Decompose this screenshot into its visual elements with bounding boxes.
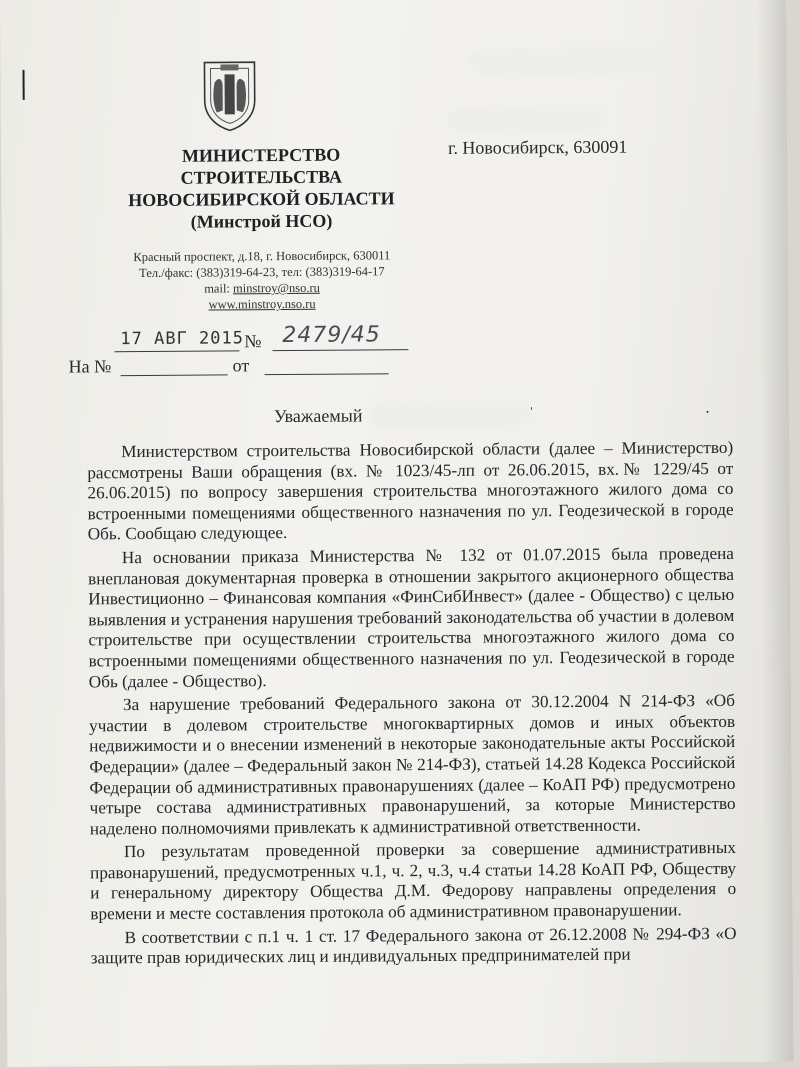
body-paragraph: На основании приказа Министерства № 132 от 01.07.2015 была проведена внеплановая документарная проверка в отношении закрытого акционерного общества Инвестиционно – Финансовая компания «ФинСибИнвест» (далее - Общество) с целью выявления и устранения нарушения требований законодательства об участии в долевом строительстве при осуществлении строительства многоэтажного жилого дома со встроенными помещениями общественного назначения по ул. Геодезической в городе Обь (далее - Общество). (87, 543, 735, 691)
letter-body (87, 438, 737, 972)
ministry-address: Красный проспект, д.18, г. Новосибирск, 630011 (133, 248, 391, 265)
body-paragraph: Министерством строительства Новосибирской области (далее – Министерство) рассмотрены Ваши обращения (вх. № 1023/45-лп от 26.06.2015, вх.№ 1229/45 от 26.06.2015) по вопросу завершения строительства многоэтажного жилого дома со встроенными помещениями общественного назначения по ул. Геодезической в городе Обь. Сообщаю следующее. (87, 437, 734, 544)
body-paragraph: По результатам проведенной проверки за совершение административных правонарушений, предусмотренных ч.1, ч. 2, ч.3, ч.4 статьи 14.28 КоАП РФ, Обществу и генеральному директору Общества Д.М. Федорову направлены определения о времени и месте составления протокола об административном правонарушении. (90, 838, 737, 924)
ministry-name-line: СТРОИТЕЛЬСТВА (180, 166, 343, 188)
redacted-addressee (375, 406, 525, 421)
ministry-mail-link[interactable]: minstroy@nso.ru (232, 280, 320, 296)
ministry-name-line: НОВОСИБИРСКОЙ ОБЛАСТИ (128, 188, 395, 211)
registration-date-stamp: 17 АВГ 2015 (120, 328, 245, 350)
ministry-site-link[interactable]: www.minstroy.nso.ru (208, 296, 316, 312)
reference-number-line (121, 374, 228, 376)
number-underline (272, 349, 408, 351)
registration-number-sign: № (244, 331, 262, 352)
greeting: Уважаемый (273, 405, 363, 427)
mail-label: mail: (204, 281, 234, 296)
registration-number-handwritten: 2479/45 (282, 322, 381, 349)
redacted-recipient-name (474, 53, 654, 68)
page-edge-shadow (756, 0, 793, 1062)
tick-mark: ˈ (528, 405, 535, 423)
ministry-phone: Тел./факс: (383)319-64-23, тел: (383)319-64-17 (139, 264, 385, 281)
ministry-name-line: (Минстрой НСО) (190, 210, 333, 232)
coat-of-arms-icon (198, 56, 261, 132)
reference-number-label: На № (68, 356, 112, 377)
ministry-contacts (62, 247, 462, 314)
recipient-city: г. Новосибирск, 630091 (447, 136, 628, 158)
reference-from-label: от (232, 355, 250, 376)
reference-date-line (265, 373, 389, 375)
margin-mark (22, 70, 24, 100)
body-paragraph: В соответствии с п.1 ч. 1 ст. 17 Федерального закона от 26.12.2008 № 294-ФЗ «О защите прав юридических лиц и индивидуальных предпринимателей при (90, 923, 737, 968)
dot-mark: · (704, 404, 711, 422)
ministry-name-line: МИНИСТЕРСТВО (181, 144, 341, 166)
body-paragraph: За нарушение требований Федерального закона от 30.12.2004 N 214-ФЗ «Об участии в долевом строительстве многоквартирных домов и иных объектов недвижимости и о внесении изменений в некоторые законодательные акты Российской Федерации» (далее – Федеральный закон № 214-ФЗ), статьей 14.28 Кодекса Российской Федерации об административных правонарушениях (далее – КоАП РФ) предусмотрено четыре состава административных правонарушений, за которые Министерство наделено полномочиями привлекать к административной ответственности. (89, 691, 736, 839)
ministry-name (61, 143, 462, 234)
redacted-recipient-address (451, 114, 601, 125)
date-underline (114, 350, 239, 352)
